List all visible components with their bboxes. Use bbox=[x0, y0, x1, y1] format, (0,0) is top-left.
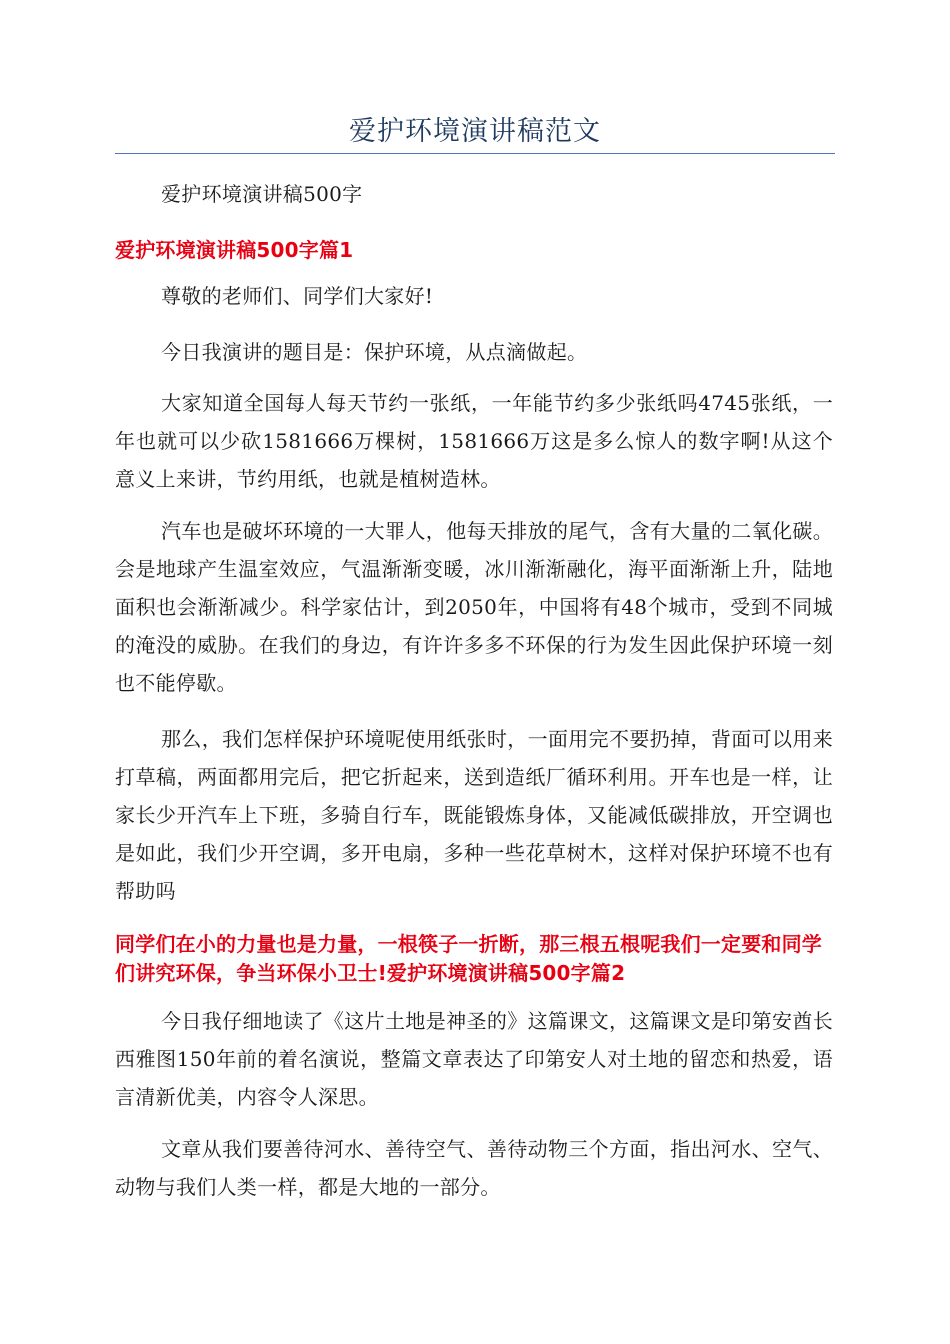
subtitle: 爱护环境演讲稿500字 bbox=[161, 182, 363, 206]
paragraph-car-pollution: 汽车也是破坏环境的一大罪人，他每天排放的尾气，含有大量的二氧化碳。会是地球产生温室效应，气温渐渐变暖，冰川渐渐融化，海平面渐渐上升，陆地面积也会渐渐减少。科学家估计，到2050年，中国将有48个城市，受到不同城的淹没的威胁。在我们的身边，有许许多多不环保的行为发生因此保护环境一刻也不能停歇。 bbox=[115, 519, 833, 695]
title-divider bbox=[115, 153, 835, 154]
paragraph-lesson-summary: 文章从我们要善待河水、善待空气、善待动物三个方面，指出河水、空气、动物与我们人类一样，都是大地的一部分。 bbox=[115, 1137, 833, 1199]
paragraph-lesson-reading: 今日我仔细地读了《这片土地是神圣的》这篇课文，这篇课文是印第安酋长西雅图150年前的着名演说，整篇文章表达了印第安人对土地的留恋和热爱，语言清新优美，内容令人深思。 bbox=[115, 1009, 833, 1109]
section-heading-2: 同学们在小的力量也是力量，一根筷子一折断，那三根五根呢我们一定要和同学们讲究环保，争当环保小卫士!爱护环境演讲稿500字篇2 bbox=[115, 932, 822, 985]
document-title: 爱护环境演讲稿范文 bbox=[349, 116, 601, 147]
paragraph-topic: 今日我演讲的题目是：保护环境，从点滴做起。 bbox=[161, 340, 588, 364]
paragraph-how-to-protect: 那么，我们怎样保护环境呢使用纸张时，一面用完不要扔掉，背面可以用来打草稿，两面都用完后，把它折起来，送到造纸厂循环利用。开车也是一样，让家长少开汽车上下班，多骑自行车，既能锻炼身体，又能减低碳排放，开空调也是如此，我们少开空调，多开电扇，多种一些花草树木，这样对保护环境不也有帮助吗 bbox=[115, 727, 833, 903]
paragraph-paper-saving: 大家知道全国每人每天节约一张纸，一年能节约多少张纸吗4745张纸，一年也就可以少砍1581666万棵树，1581666万这是多么惊人的数字啊!从这个意义上来讲，节约用纸，也就是植树造林。 bbox=[115, 391, 833, 491]
section-heading-1: 爱护环境演讲稿500字篇1 bbox=[115, 238, 354, 262]
paragraph-greeting: 尊敬的老师们、同学们大家好! bbox=[161, 284, 434, 308]
